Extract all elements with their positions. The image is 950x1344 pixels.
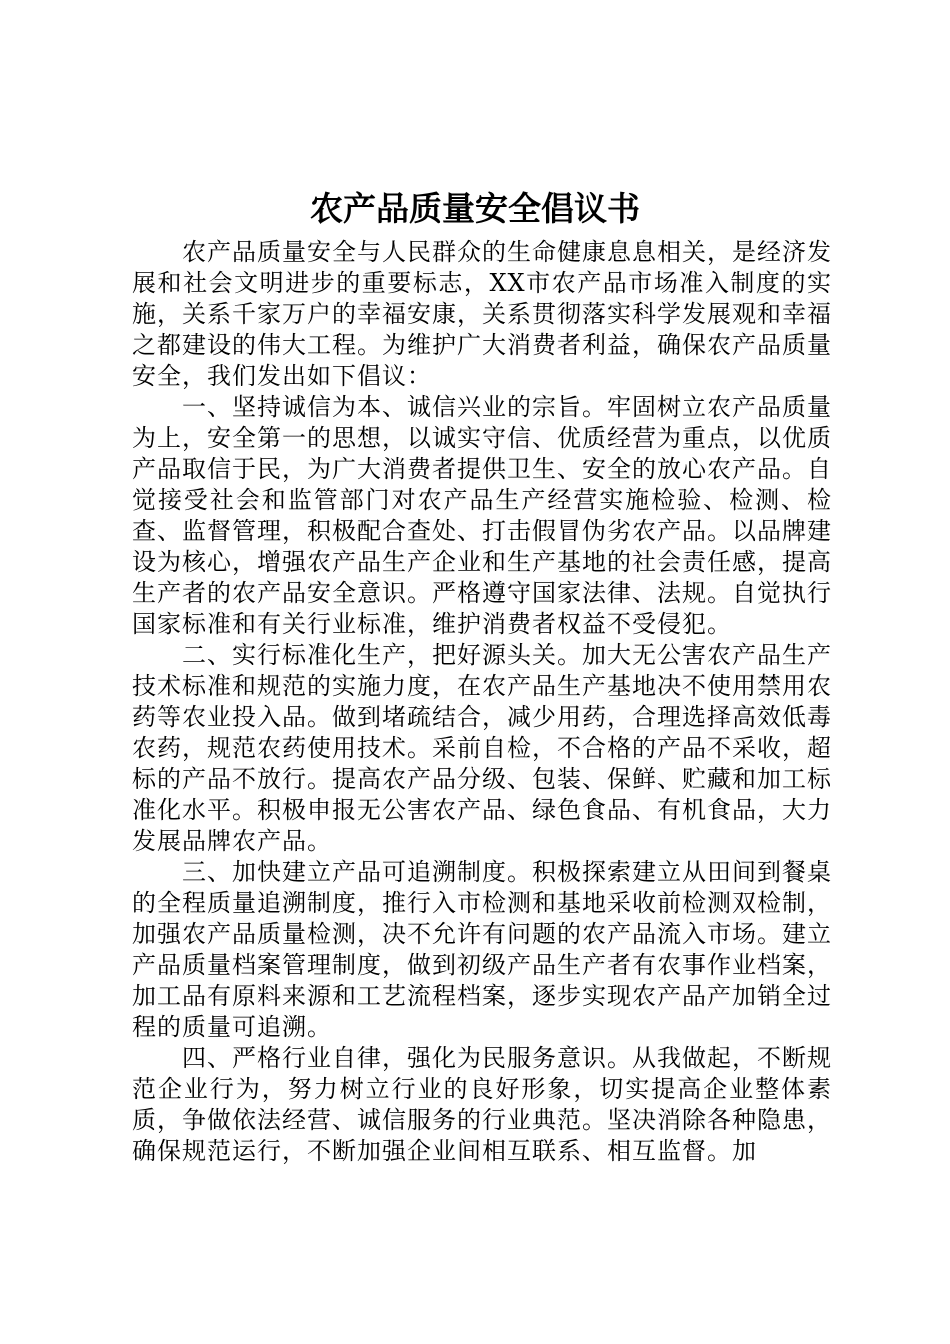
paragraph-4: 四、严格行业自律，强化为民服务意识。从我做起，不断规范企业行为，努力树立行业的良好形象，切实提高企业整体素质，争做依法经营、诚信服务的行业典范。坚决消除各种隐患，确保规范运行，不断加强企业间相互联系、相互监督。加: [132, 1044, 832, 1165]
paragraph-intro: 农产品质量安全与人民群众的生命健康息息相关，是经济发展和社会文明进步的重要标志，XX市农产品市场准入制度的实施，关系千家万户的幸福安康，关系贯彻落实科学发展观和幸福之都建设的伟大工程。为维护广大消费者利益，确保农产品质量安全，我们发出如下倡议：: [132, 238, 832, 390]
paragraph-2: 二、实行标准化生产，把好源头关。加大无公害农产品生产技术标准和规范的实施力度，在农产品生产基地决不使用禁用农药等农业投入品。做到堵疏结合，减少用药，合理选择高效低毒农药，规范农药使用技术。采前自检，不合格的产品不采收，超标的产品不放行。提高农产品分级、包装、保鲜、贮藏和加工标准化水平。积极申报无公害农产品、绿色食品、有机食品，大力发展品牌农产品。: [132, 641, 832, 855]
paragraph-1: 一、坚持诚信为本、诚信兴业的宗旨。牢固树立农产品质量为上，安全第一的思想，以诚实守信、优质经营为重点，以优质产品取信于民，为广大消费者提供卫生、安全的放心农产品。自觉接受社会和监管部门对农产品生产经营实施检验、检测、检查、监督管理，积极配合查处、打击假冒伪劣农产品。以品牌建设为核心，增强农产品生产企业和生产基地的社会责任感，提高生产者的农产品安全意识。严格遵守国家法律、法规。自觉执行国家标准和有关行业标准，维护消费者权益不受侵犯。: [132, 393, 832, 638]
paragraph-3: 三、加快建立产品可追溯制度。积极探索建立从田间到餐桌的全程质量追溯制度，推行入市检测和基地采收前检测双检制，加强农产品质量检测，决不允许有问题的农产品流入市场。建立产品质量档案管理制度，做到初级产品生产者有农事作业档案，加工品有原料来源和工艺流程档案，逐步实现农产品产加销全过程的质量可追溯。: [132, 858, 832, 1041]
document-title: 农产品质量安全倡议书: [310, 189, 640, 228]
document-body: [132, 237, 832, 1167]
